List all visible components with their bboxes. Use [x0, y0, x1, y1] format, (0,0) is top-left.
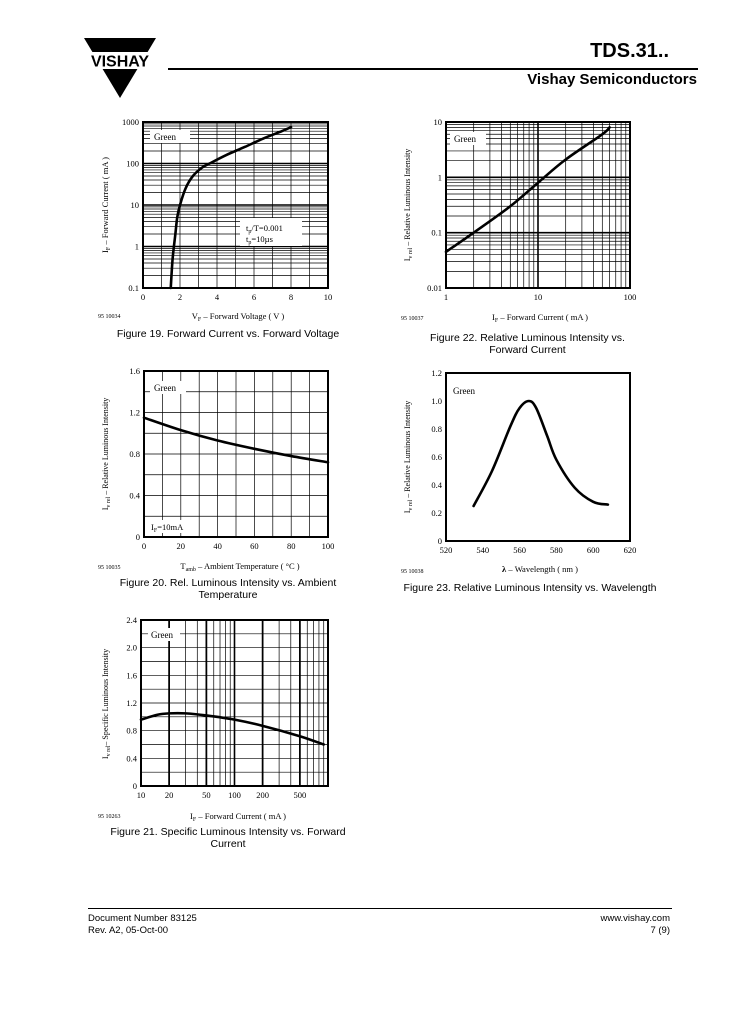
- x-tick-label: 540: [476, 545, 490, 555]
- document-title: TDS.31..: [590, 40, 669, 62]
- document-number: Document Number 83125: [88, 913, 197, 924]
- x-tick-label: 8: [288, 292, 294, 302]
- y-tick-label: 10: [433, 117, 442, 127]
- revision: Rev. A2, 05-Oct-00: [88, 925, 169, 936]
- y-tick-label: 0.4: [431, 480, 442, 490]
- header-rule: [168, 68, 698, 70]
- y-tick-label: 1.6: [126, 670, 137, 681]
- y-tick-label: 1.2: [431, 368, 442, 378]
- y-tick-label: 0.1: [128, 283, 139, 293]
- x-tick-label: 80: [286, 541, 296, 551]
- x-tick-label: 6: [251, 292, 257, 302]
- x-axis-title: $I_F$ – Forward Current ( mA ): [492, 312, 588, 324]
- y-tick-label: 1.6: [129, 366, 140, 376]
- x-tick-label: 620: [623, 545, 637, 555]
- x-tick-label: 10: [533, 292, 543, 302]
- figure-23-caption: Figure 23. Relative Luminous Intensity vs. Wavelength: [403, 582, 657, 594]
- legend-green: Green: [154, 132, 176, 142]
- x-tick-label: 100: [321, 541, 335, 551]
- x-tick-label: 50: [202, 790, 211, 800]
- figure-forward-current-vs-voltage: [88, 110, 348, 330]
- y-tick-label: 0.8: [126, 725, 137, 736]
- figure-code: 95 10034: [98, 314, 121, 320]
- legend-green: Green: [454, 134, 476, 144]
- pulse-annotation: $t_p/T=0.001$: [246, 223, 283, 235]
- figure-rel-intensity-vs-current: [395, 110, 655, 330]
- figure-20-caption: Figure 20. Rel. Luminous Intensity vs. Ambient Temperature: [119, 577, 337, 601]
- x-tick-label: 10: [136, 790, 146, 800]
- figure-code: 95 10038: [401, 569, 424, 575]
- figure-21-caption: Figure 21. Specific Luminous Intensity vs. Forward Current: [110, 826, 346, 850]
- y-axis-title: $I_{v rel}$ – Relative Luminous Intensity: [403, 400, 414, 514]
- x-tick-label: 2: [177, 292, 183, 302]
- if-annotation: $I_F=10mA$: [151, 522, 184, 534]
- x-tick-label: 40: [213, 541, 222, 551]
- x-tick-label: 560: [513, 545, 526, 555]
- logo-text: VISHAY: [90, 53, 150, 71]
- x-tick-label: 100: [228, 790, 241, 800]
- y-tick-label: 0.1: [431, 227, 442, 238]
- figure-22-caption: Figure 22. Relative Luminous Intensity vs. Forward Current: [430, 332, 625, 356]
- legend-green: Green: [453, 386, 475, 396]
- legend-green: Green: [154, 383, 176, 393]
- x-axis-title: $T_{amb}$ – Ambient Temperature ( °C ): [180, 561, 300, 573]
- x-tick-label: 600: [586, 545, 600, 555]
- y-tick-label: 2.0: [126, 642, 137, 653]
- x-tick-label: 20: [176, 541, 186, 551]
- figure-rel-intensity-vs-wavelength: [395, 364, 655, 579]
- figure-code: 95 10035: [98, 565, 121, 571]
- page-number: 7 (9): [650, 925, 670, 936]
- y-axis-title: $I_{v rel}-$ Specific Luminous Intensity: [101, 648, 112, 760]
- y-tick-label: 1: [134, 241, 139, 252]
- y-tick-label: 10: [130, 200, 139, 210]
- y-tick-label: 0: [135, 532, 140, 542]
- y-tick-label: 1.2: [126, 698, 137, 708]
- figure-code: 95 10037: [401, 316, 424, 322]
- y-tick-label: 1.2: [129, 407, 140, 418]
- y-tick-label: 100: [126, 158, 139, 169]
- footer-rule: [88, 908, 672, 909]
- x-tick-label: 60: [250, 541, 259, 551]
- y-tick-label: 1: [437, 172, 442, 183]
- y-tick-label: 0: [132, 781, 137, 791]
- y-tick-label: 0.4: [126, 753, 137, 764]
- y-tick-label: 0.8: [431, 424, 442, 434]
- y-axis-title: $I_{v rel}$ – Relative Luminous Intensity: [101, 397, 112, 511]
- x-tick-label: 20: [164, 790, 174, 800]
- x-axis-title: λ – Wavelength ( nm ): [502, 564, 578, 574]
- x-tick-label: 580: [550, 545, 563, 555]
- y-tick-label: 0.01: [427, 283, 442, 293]
- y-tick-label: 0.6: [431, 452, 442, 462]
- figure-19-caption: Figure 19. Forward Current vs. Forward Voltage: [116, 328, 340, 340]
- svg-text:tp=10µs: $t_p=10\mu s$: [246, 234, 273, 246]
- y-axis-title: $I_{v rel}$ – Relative Luminous Intensity: [403, 148, 414, 262]
- website-link[interactable]: www.vishay.com: [600, 913, 670, 924]
- legend-green: Green: [151, 630, 173, 640]
- footer-right: [600, 913, 670, 937]
- x-tick-label: 520: [439, 545, 453, 555]
- series-line-green: [474, 401, 608, 506]
- x-tick-label: 4: [214, 292, 220, 302]
- header-subtitle: Vishay Semiconductors: [527, 71, 697, 88]
- figure-rel-intensity-vs-temperature: [88, 362, 348, 577]
- vishay-logo: [84, 38, 156, 98]
- y-tick-label: 0.8: [129, 449, 140, 459]
- y-axis-title: $I_F$ – Forward Current ( mA ): [100, 157, 112, 253]
- x-tick-label: 1: [443, 292, 449, 302]
- x-tick-label: 100: [623, 292, 637, 302]
- x-tick-label: 500: [293, 790, 307, 800]
- y-tick-label: 0: [437, 536, 442, 546]
- y-tick-label: 1.0: [431, 396, 442, 406]
- y-tick-label: 2.4: [126, 615, 137, 625]
- x-axis-title: $I_F$ – Forward Current ( mA ): [190, 811, 286, 823]
- y-tick-label: 0.4: [129, 490, 140, 501]
- x-tick-label: 10: [323, 292, 333, 302]
- figure-specific-intensity-vs-current: [88, 612, 348, 827]
- x-tick-label: 200: [256, 790, 270, 800]
- x-tick-label: 0: [140, 292, 146, 302]
- y-tick-label: 0.2: [431, 508, 442, 518]
- x-axis-title: $V_F$ – Forward Voltage ( V ): [191, 311, 285, 323]
- footer-left: [88, 913, 197, 937]
- figure-code: 95 10263: [98, 814, 121, 820]
- y-tick-label: 1000: [122, 117, 139, 127]
- x-tick-label: 0: [141, 541, 147, 551]
